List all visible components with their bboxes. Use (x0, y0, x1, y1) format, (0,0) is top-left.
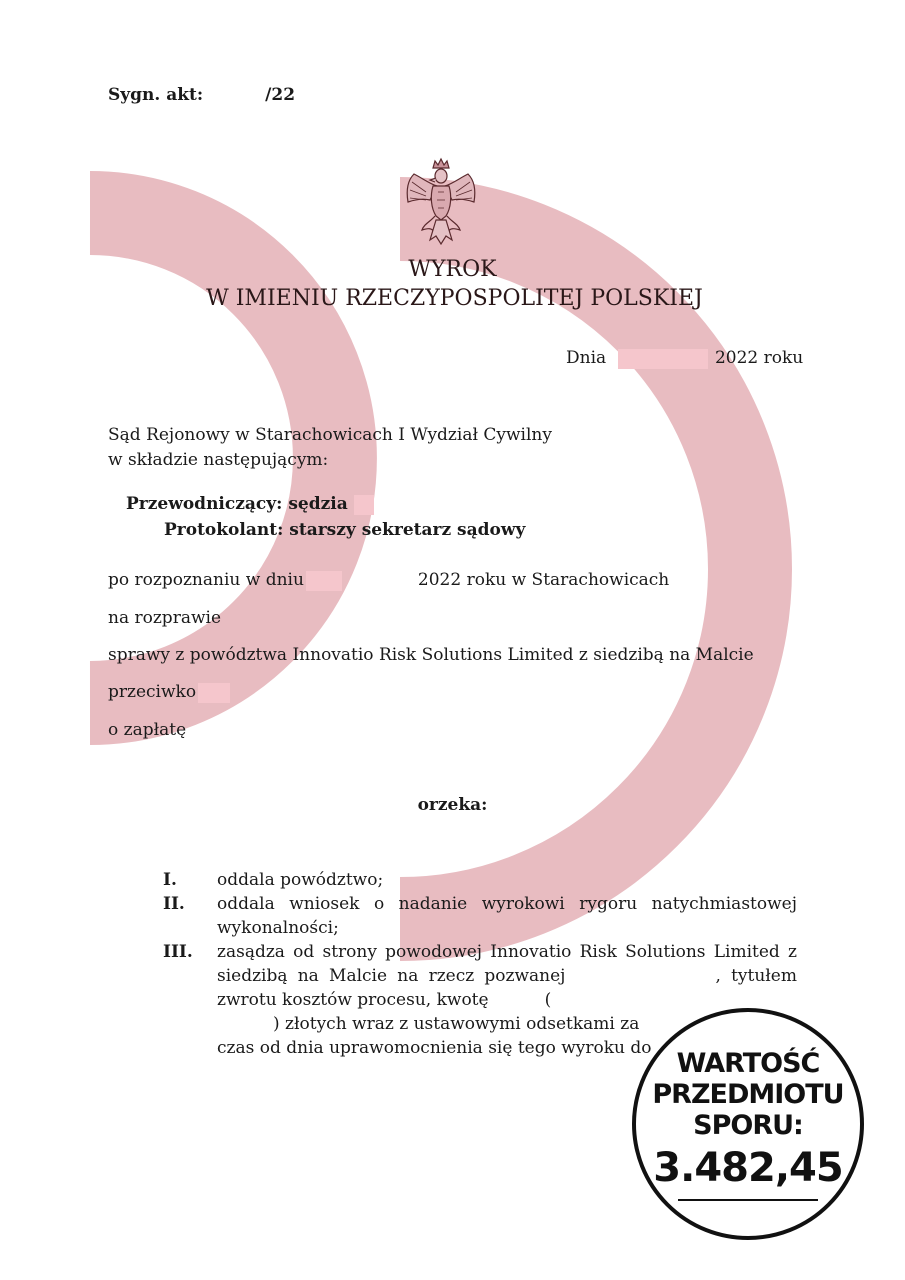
subject-line: o zapłatę (108, 720, 187, 740)
case-number-suffix: /22 (265, 85, 296, 105)
date-prefix: Dnia (566, 348, 607, 368)
ruling-heading: orzeka: (417, 795, 488, 815)
court-composition (108, 423, 552, 473)
item-text: oddala powództwo; (217, 870, 384, 890)
date-suffix: 2022 roku (714, 348, 804, 368)
ruling-item-1 (163, 868, 797, 892)
court-line-1: Sąd Rejonowy w Starachowicach I Wydział Cywilny (108, 425, 552, 445)
defendant-line (108, 682, 230, 703)
plaintiff-line: sprawy z powództwa Innovatio Risk Solutions Limited z siedzibą na Malcie (108, 645, 754, 665)
item-text-a: zasądza od strony powodowej Innovatio Risk Solutions Limited z siedzibą na Malcie na rzecz pozwanej (217, 942, 797, 986)
judgment-date (566, 348, 803, 369)
item-number: I. (163, 870, 177, 890)
redaction (198, 683, 230, 703)
item-text-c: ( (544, 990, 552, 1010)
defendant-prefix: przeciwko (108, 682, 197, 702)
court-line-2: w składzie następującym: (108, 450, 329, 470)
item-text-e: czas od dnia uprawomocnienia się tego wyroku do (217, 1038, 652, 1058)
stamp-line-3: SPORU: (693, 1109, 803, 1141)
dispute-value-stamp (632, 1008, 864, 1240)
chair-label: Przewodniczący: (126, 494, 283, 514)
title-line-2: W IMIENIU RZECZYPOSPOLITEJ POLSKIEJ (206, 286, 703, 311)
stamp-line-1: WARTOŚĆ (676, 1047, 820, 1079)
case-number (108, 85, 295, 106)
redaction (203, 86, 265, 106)
item-text: oddala wniosek o nadanie wyrokowi rygoru natychmiastowej wykonalności; (217, 894, 797, 938)
hearing-suffix: 2022 roku w Starachowicach (417, 570, 670, 590)
item-text-d: ) złotych wraz z ustawowymi odsetkami za (273, 1014, 640, 1034)
redaction (306, 571, 342, 591)
redaction (354, 495, 374, 515)
hearing-date-line (108, 570, 669, 591)
clerk-label: Protokolant: (164, 520, 284, 540)
stamp-line-2: PRZEDMIOTU (652, 1078, 844, 1110)
hearing-type: na rozprawie (108, 608, 221, 628)
item-number: II. (163, 894, 185, 914)
polish-eagle-emblem (400, 156, 482, 246)
stamp-value: 3.482,45 (653, 1144, 843, 1191)
clerk-value: starszy sekretarz sądowy (289, 520, 526, 540)
redaction (618, 349, 708, 369)
title-line-1: WYROK (408, 257, 497, 282)
court-clerk (164, 520, 525, 540)
item-number: III. (163, 942, 193, 962)
stamp-underline (678, 1199, 818, 1201)
ruling-item-2 (163, 892, 797, 940)
presiding-judge (126, 494, 374, 515)
hearing-prefix: po rozpoznaniu w dniu (108, 570, 304, 590)
document-title (0, 255, 905, 313)
case-number-label: Sygn. akt: (108, 85, 204, 105)
chair-value: sędzia (288, 494, 348, 514)
item-text-b: , tytułem zwrotu kosztów procesu, kwotę (217, 966, 797, 1010)
